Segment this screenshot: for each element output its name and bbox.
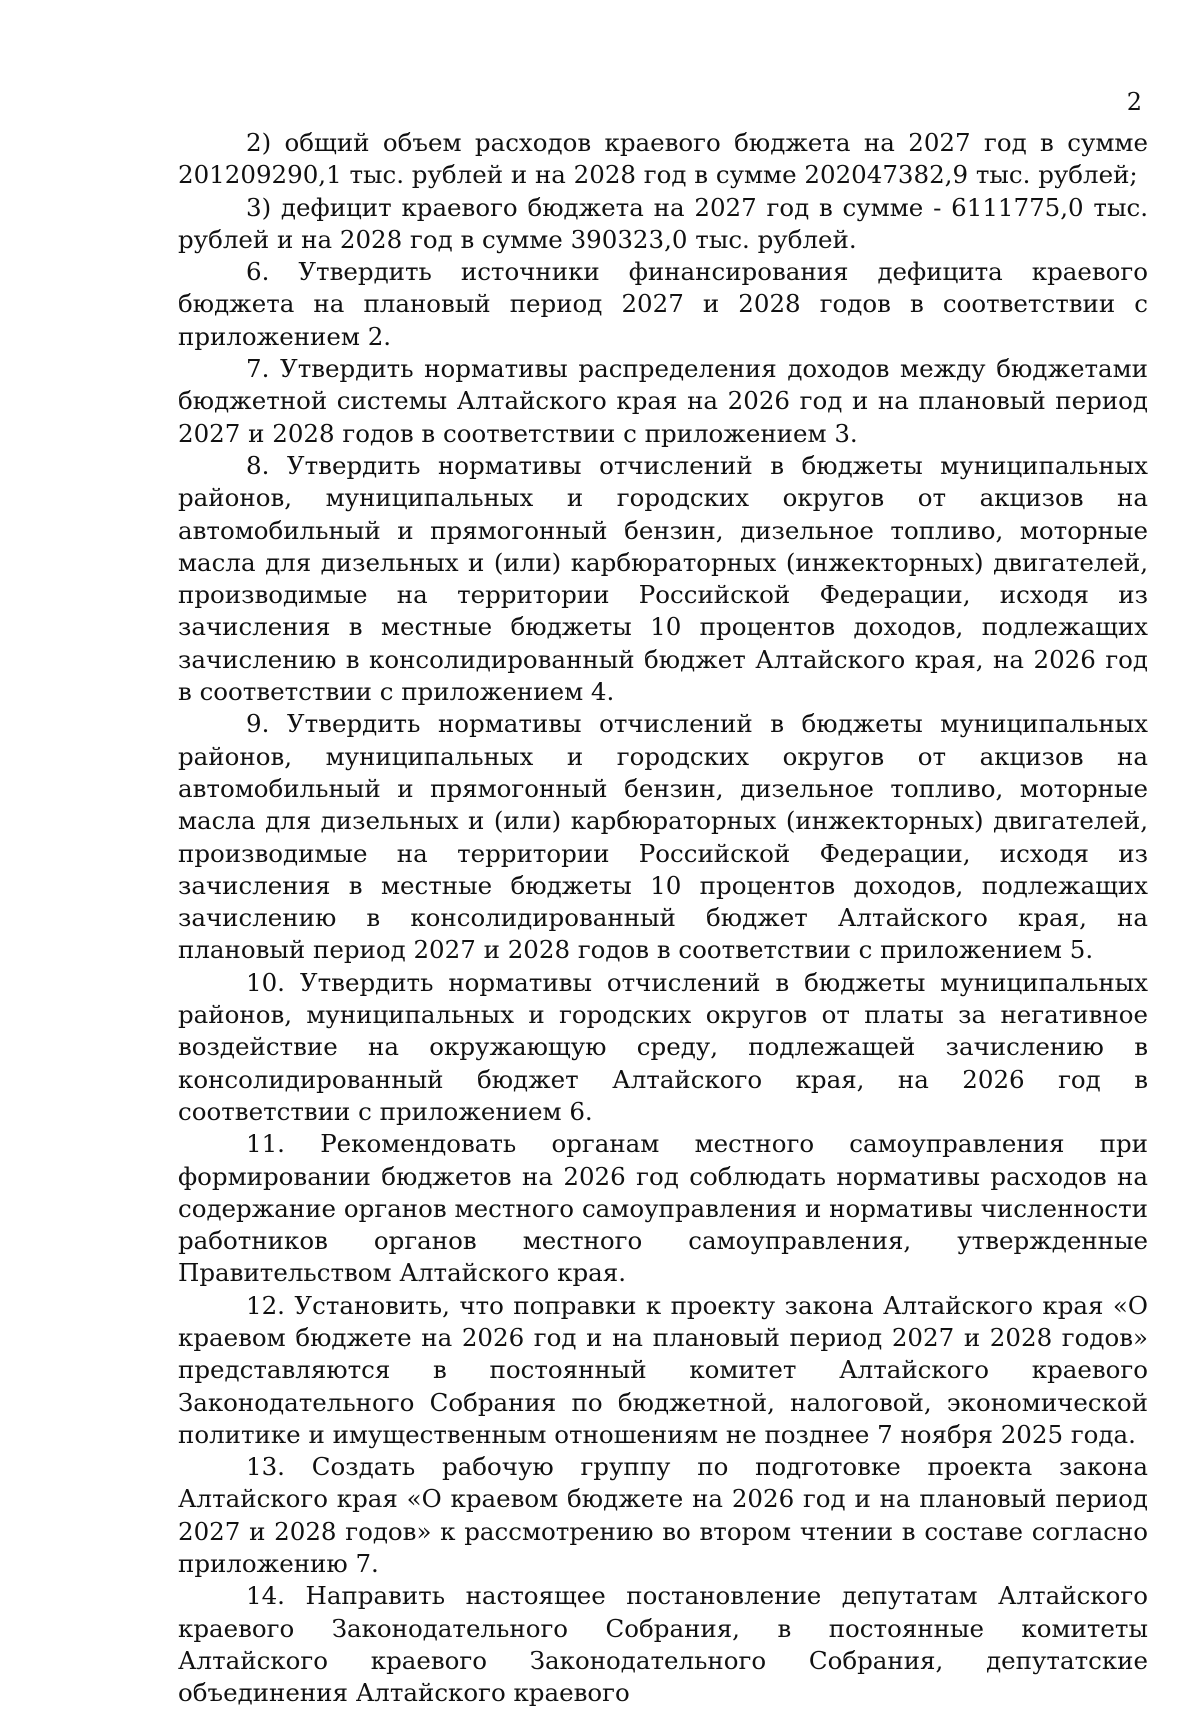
paragraph-item-3: 3) дефицит краевого бюджета на 2027 год в сумме - 6111775,0 тыс. рублей и на 2028 год в сумме 390323,0 тыс. рублей.	[178, 192, 1148, 254]
paragraph-8: 8. Утвердить нормативы отчислений в бюджеты муниципальных районов, муниципальных и городских округов от акцизов на автомобильный и прямогонный бензин, дизельное топливо, моторные масла для дизельных и (или) карбюраторных (инжекторных) двигателей, производимые на территории Российской Федерации, исходя из зачисления в местные бюджеты 10 процентов доходов, подлежащих зачислению в консолидированный бюджет Алтайского края, на 2026 год в соответствии с приложением 4.	[178, 450, 1148, 707]
page-number: 2	[1126, 88, 1142, 116]
paragraph-10: 10. Утвердить нормативы отчислений в бюджеты муниципальных районов, муниципальных и городских округов от платы за негативное воздействие на окружающую среду, подлежащей зачислению в консолидированный бюджет Алтайского края, на 2026 год в соответствии с приложением 6.	[178, 967, 1148, 1126]
paragraph-6: 6. Утвердить источники финансирования дефицита краевого бюджета на плановый период 2027 и 2028 годов в соответствии с приложением 2.	[178, 257, 1148, 351]
paragraph-11: 11. Рекомендовать органам местного самоуправления при формировании бюджетов на 2026 год соблюдать нормативы расходов на содержание органов местного самоуправления и нормативы численности работников органов местного самоуправления, утвержденные Правительством Алтайского края.	[178, 1129, 1148, 1288]
paragraph-7: 7. Утвердить нормативы распределения доходов между бюджетами бюджетной системы Алтайского края на 2026 год и на плановый период 2027 и 2028 годов в соответствии с приложением 3.	[178, 354, 1148, 448]
paragraph-item-2: 2) общий объем расходов краевого бюджета на 2027 год в сумме 201209290,1 тыс. рублей и на 2028 год в сумме 202047382,9 тыс. рублей;	[178, 128, 1148, 190]
paragraph-9: 9. Утвердить нормативы отчислений в бюджеты муниципальных районов, муниципальных и городских округов от акцизов на автомобильный и прямогонный бензин, дизельное топливо, моторные масла для дизельных и (или) карбюраторных (инжекторных) двигателей, производимые на территории Российской Федерации, исходя из зачисления в местные бюджеты 10 процентов доходов, подлежащих зачислению в консолидированный бюджет Алтайского края, на плановый период 2027 и 2028 годов в соответствии с приложением 5.	[178, 709, 1148, 965]
document-body	[178, 127, 1148, 1710]
paragraph-12: 12. Установить, что поправки к проекту закона Алтайского края «О краевом бюджете на 2026 год и на плановый период 2027 и 2028 годов» представляются в постоянный комитет Алтайского краевого Законодательного Собрания по бюджетной, налоговой, экономической политике и имущественным отношениям не позднее 7 ноября 2025 года.	[178, 1290, 1148, 1449]
paragraph-13: 13. Создать рабочую группу по подготовке проекта закона Алтайского края «О краевом бюджете на 2026 год и на плановый период 2027 и 2028 годов» к рассмотрению во втором чтении в составе согласно приложению 7.	[178, 1452, 1148, 1579]
paragraph-14: 14. Направить настоящее постановление депутатам Алтайского краевого Законодательного Собрания, в постоянные комитеты Алтайского краевого Законодательного Собрания, депутатские объединения Алтайского краевого	[178, 1581, 1148, 1708]
